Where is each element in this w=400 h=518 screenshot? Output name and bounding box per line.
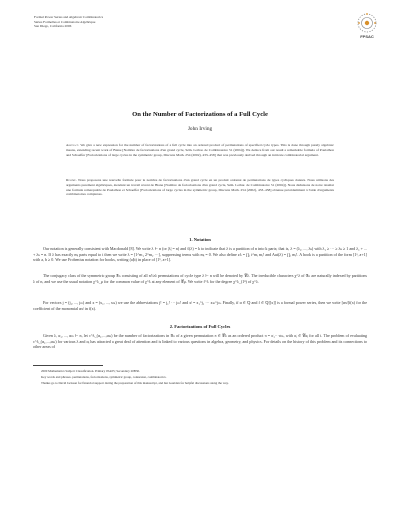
notation-paragraph-1: Our notation is generally consistent with Macdonald [8]. We write λ ⊢ n (or |λ| = n) and ℓ(λ) = k to indicate that λ is a partition of n into k parts; that is, λ = (λ₁, ..., λₖ) with λ₁ ≥ ··· ≥ λₖ ≥ 1 and λ₁ + ... + λₖ = n. If λ has exactly mᵢ parts equal to i then we write λ = [1^m₁ 2^m₂ ···], suppressing terms with mᵢ = 0. We also define zλ = ∏ᵢ i^mᵢ mᵢ! and Aut(λ) = ∏ᵢ mᵢ!. A hook is a partition of the form [1ᵃ, a+1] with a, b ≥ 0. We use Frobenius notation for hooks, writing (a|b) in place of [1ᵇ, a+1]. (33, 246, 367, 263)
conference-location: San Diego, California 2006 (34, 24, 72, 29)
section-heading-notation: 1. Notation (189, 237, 211, 242)
paper-author: John Irving (187, 126, 213, 132)
resume-label: Résumé. (66, 178, 77, 182)
fpsac-logo-mark-icon (355, 12, 379, 34)
factorizations-paragraph-1: Given λ, α₁, ..., αₘ ⊢ n, let c^λ_(α₁,...,αₘ) be the number of factorizations in 𝔖ₙ of a given permutation π ∈ 𝒞λ as an ordered product π = σ₁···σₘ, with σᵢ ∈ 𝒞αᵢ for all i. The problem of evaluating c^λ_(α₁,...,αₘ) for various λ and αᵢ has attracted a great deal of attention and is linked to various questions in algebra, geometry, and physics. For details on the history of this problem and its connections to other areas of (33, 333, 367, 350)
footnote-msc: 2000 Mathematics Subject Classification. Primary 05A05; Secondary 20B30. (41, 369, 140, 373)
fpsac-logo (355, 12, 379, 42)
footnote-divider (33, 365, 103, 366)
paper-title: On the Number of Factorizations of a Full Cycle (132, 111, 268, 118)
logo-text: FPSAC (360, 34, 374, 39)
notation-paragraph-2: The conjugacy class of the symmetric group 𝔖ₙ consisting of all n!/zλ permutations of cycle type λ ⊢ n will be denoted by 𝒞λ. The irreducible characters χ^λ of 𝔖ₙ are naturally indexed by partitions λ of n, and we use the usual notation χ^λ_μ for the common value of χ^λ at any element of 𝒞μ. We write f^λ for the degree χ^λ_(1ⁿ) of χ^λ. (33, 273, 367, 284)
notation-paragraph-3: For vectors j = (j₁, ..., jₘ) and x = (x₁, ..., xₘ) we use the abbreviations j! = j₁! ··· jₘ! and xʲ = x₁^j₁ ··· xₘ^jₘ. Finally, if α ∈ ℚ and f ∈ ℚ[[x]] is a formal power series, then we write [αxʲ]f(x) for the coefficient of the monomial αxʲ in f(x). (33, 300, 367, 311)
conference-name-fr: Séries Formelles et Combinatoire Algébrique (34, 19, 96, 24)
footnote-keywords: Key words and phrases. permutations, factorizations, symmetric group, connexion, combinatorics. (41, 375, 167, 379)
conference-header (34, 15, 304, 29)
abstract-label: Abstract. (66, 143, 80, 147)
resume-text: Nous proposons une nouvelle formule pour le nombre de factorisations d'un grand cycle en un produit ordonné de permutations de types cycliques donnés. Nous utilisons des arguments purement algébriques, étendant un travail récent de Biane [Nombre de factorisations d'un grand cycle, Sém. Lothar. de Combinatoire 51 (2004)]. Nous déduisons de notre résultat une formule remarquable de Poulalhon et Schaeffer [Factorizations of large cycles in the symmetric group, Discrete Math. 254 (2002), 433–458] obtenue précédemment à l'aide d'arguments combinatoires complexes. (66, 178, 334, 197)
footnote-thanks: Thanks go to David Jackson for financial support during the preparation of this manuscript, and Ian Goulden for helpful discussions along the way. (41, 381, 229, 385)
conference-name-en: Formal Power Series and Algebraic Combinatorics (34, 15, 104, 19)
section-heading-factorizations: 2. Factorizations of Full Cycles (169, 324, 231, 329)
abstract-english (66, 143, 334, 157)
abstract-french (66, 178, 334, 197)
abstract-text: We give a new expression for the number of factorizations of a full cycle into an ordered product of permutations of specified cycle types. This is done through purely algebraic means, extending recent work of Biane [Nombre de factorisations d'un grand cycle, Sém. Lothar. de Combinatoire 51 (2004)]. We deduce from our result a remarkable formula of Poulalhon and Schaeffer [Factorizations of large cycles in the symmetric group, Discrete Math. 254 (2002), 433–458] that was previously derived through an intricate combinatorial argument. (66, 143, 334, 157)
